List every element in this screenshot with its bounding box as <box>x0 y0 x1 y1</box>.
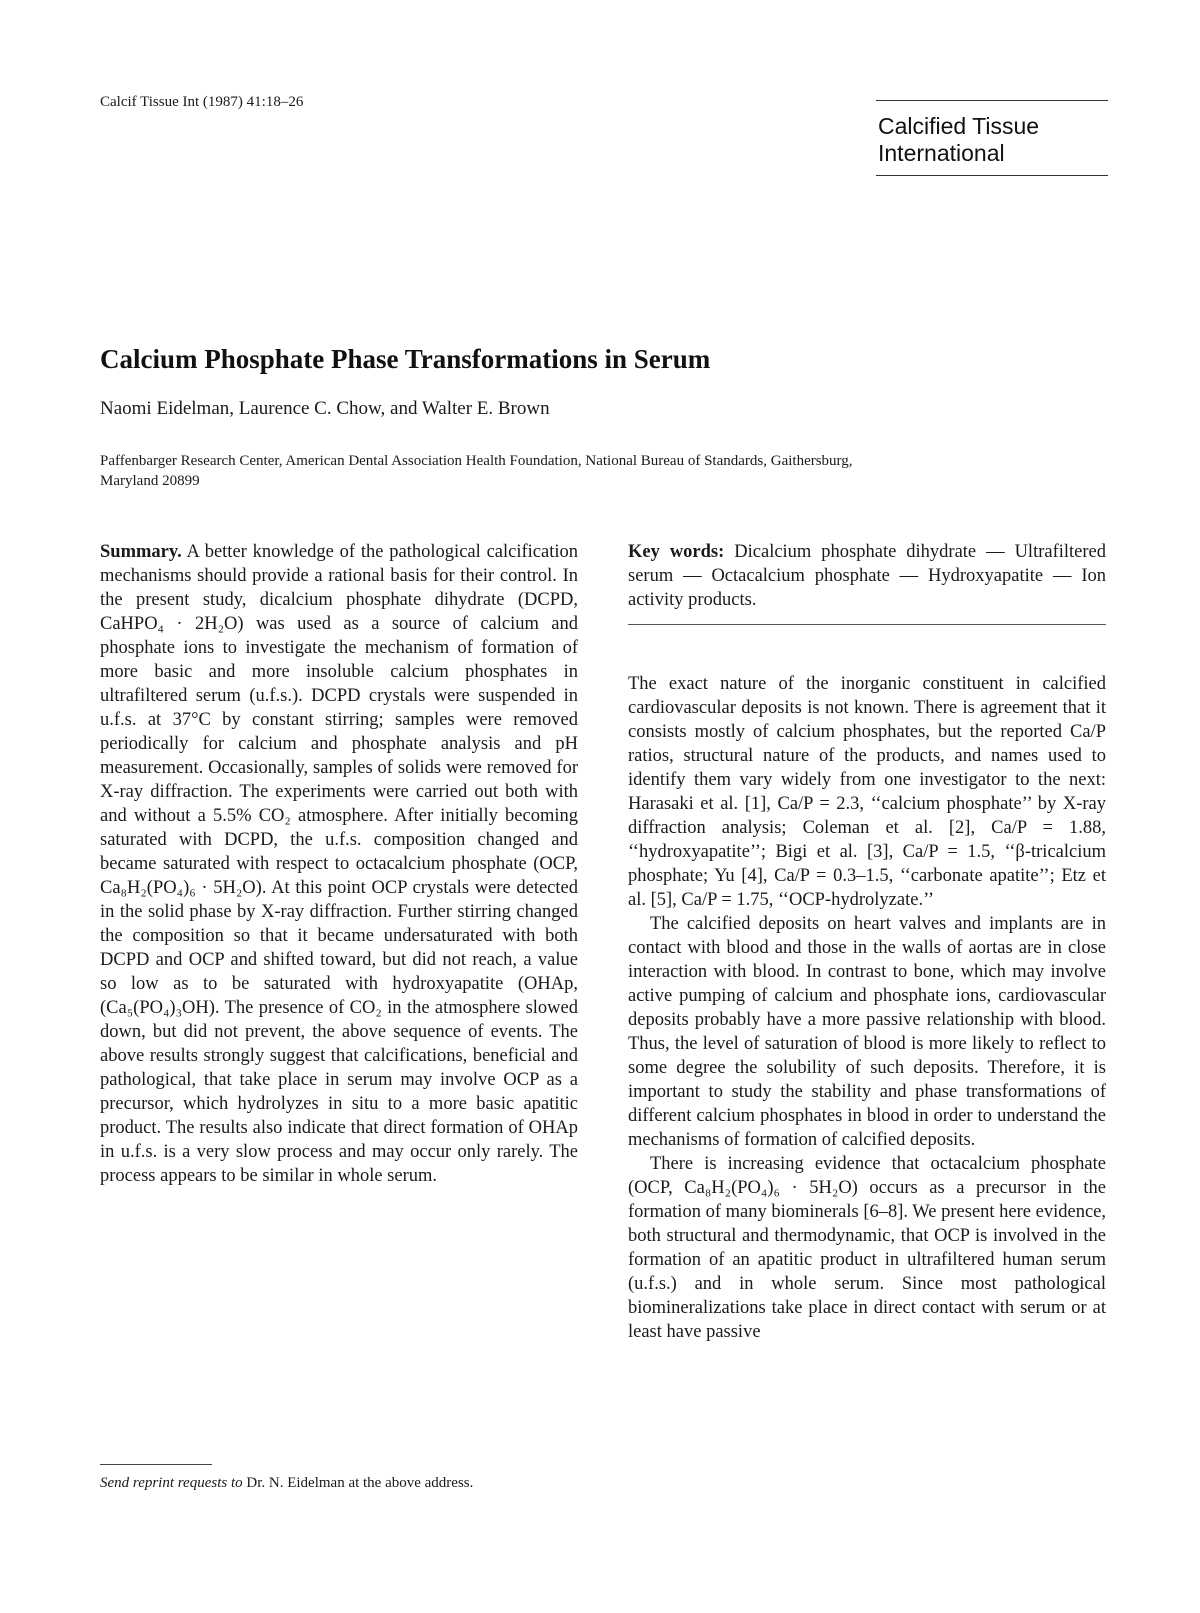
keywords-section <box>628 540 1106 612</box>
keywords-text: Dicalcium phosphate dihydrate — Ultrafiltered serum — Octacalcium phosphate — Hydroxyapatite — Ion activity products. <box>628 542 1106 610</box>
intro-paragraph-1: The exact nature of the inorganic constituent in calcified cardiovascular deposits is not known. There is agreement that it consists mostly of calcium phosphates, but the reported Ca/P ratios, structural nature of the products, and names used to identify them vary widely from one investigator to the next: Harasaki et al. [1], Ca/P = 2.3, ‘‘calcium phosphate’’ by X-ray diffraction analysis; Coleman et al. [2], Ca/P = 1.88, ‘‘hydroxyapatite’’; Bigi et al. [3], Ca/P = 1.5, ‘‘β-tricalcium phosphate; Yu [4], Ca/P = 0.3–1.5, ‘‘carbonate apatite’’; Etz et al. [5], Ca/P = 1.75, ‘‘OCP-hydrolyzate.’’ <box>628 674 1106 910</box>
intro-paragraph-2: The calcified deposits on heart valves and implants are in contact with blood and those in the walls of aortas are in close interaction with blood. In contrast to bone, which may involve active pumping of calcium and phosphate ions, cardiovascular deposits probably have a more passive relationship with blood. Thus, the level of saturation of blood is more likely to reflect to some degree the solubility of such deposits. Therefore, it is important to study the stability and phase transformations of different calcium phosphates in blood in order to understand the mechanisms of formation of calcified deposits. <box>628 914 1106 1150</box>
keywords-label: Key words: <box>628 542 725 562</box>
footnote-italic: Send reprint requests to <box>100 1475 243 1491</box>
summary-label: Summary. <box>100 542 182 562</box>
journal-name-line1: Calcified Tissue <box>878 113 1040 139</box>
article-affiliation: Paffenbarger Research Center, American Dental Association Health Foundation, National Bureau of Standards, Gaithersburg, Maryland 20899 <box>100 453 853 489</box>
article-authors: Naomi Eidelman, Laurence C. Chow, and Walter E. Brown <box>100 398 550 419</box>
footnote-text: Dr. N. Eidelman at the above address. <box>246 1475 474 1491</box>
keywords-divider <box>628 624 1106 625</box>
article-title: Calcium Phosphate Phase Transformations in Serum <box>100 344 711 374</box>
reprint-footnote <box>100 1475 473 1492</box>
journal-name-line2: International <box>878 140 1005 166</box>
introduction-section <box>628 672 1106 1344</box>
footnote-divider <box>100 1464 212 1465</box>
summary-text: A better knowledge of the pathological calcification mechanisms should provide a rational basis for their control. In the present study, dicalcium phosphate dihydrate (DCPD, CaHPO₄ · 2H₂O) was used as a source of calcium and phosphate ions to investigate the mechanism of formation of more basic and more insoluble calcium phosphates in ultrafiltered serum (u.f.s.). DCPD crystals were suspended in u.f.s. at 37°C by constant stirring; samples were removed periodically for calcium and phosphate analysis and pH measurement. Occasionally, samples of solids were removed for X-ray diffraction. The experiments were carried out both with and without a 5.5% CO₂ atmosphere. After initially becoming saturated with DCPD, the u.f.s. composition changed and became saturated with respect to octacalcium phosphate (OCP, Ca₈H₂(PO₄)₆ · 5H₂O). At this point OCP crystals were detected in the solid phase by X-ray diffraction. Further stirring changed the composition so that it became undersaturated with both DCPD and OCP and shifted toward, but did not reach, a value so low as to be saturated with hydroxyapatite (OHAp, (Ca₅(PO₄)₃OH). The presence of CO₂ in the atmosphere slowed down, but did not prevent, the above sequence of events. The above results strongly suggest that calcifications, beneficial and pathological, that take place in serum may involve OCP as a precursor, which hydrolyzes in situ to a more basic apatitic product. The results also indicate that direct formation of OHAp in u.f.s. is a very slow process and may occur only rarely. The process appears to be similar in whole serum. <box>100 542 578 1186</box>
intro-paragraph-3: There is increasing evidence that octacalcium phosphate (OCP, Ca₈H₂(PO₄)₆ · 5H₂O) occurs as a precursor in the formation of many biominerals [6–8]. We present here evidence, both structural and thermodynamic, that OCP is involved in the formation of an apatitic product in ultrafiltered human serum (u.f.s.) and in whole serum. Since most pathological biomineralizations take place in direct contact with serum or at least have passive <box>628 1154 1106 1342</box>
journal-citation: Calcif Tissue Int (1987) 41:18–26 <box>100 94 304 110</box>
summary-section <box>100 540 578 1188</box>
journal-masthead <box>876 100 1108 176</box>
